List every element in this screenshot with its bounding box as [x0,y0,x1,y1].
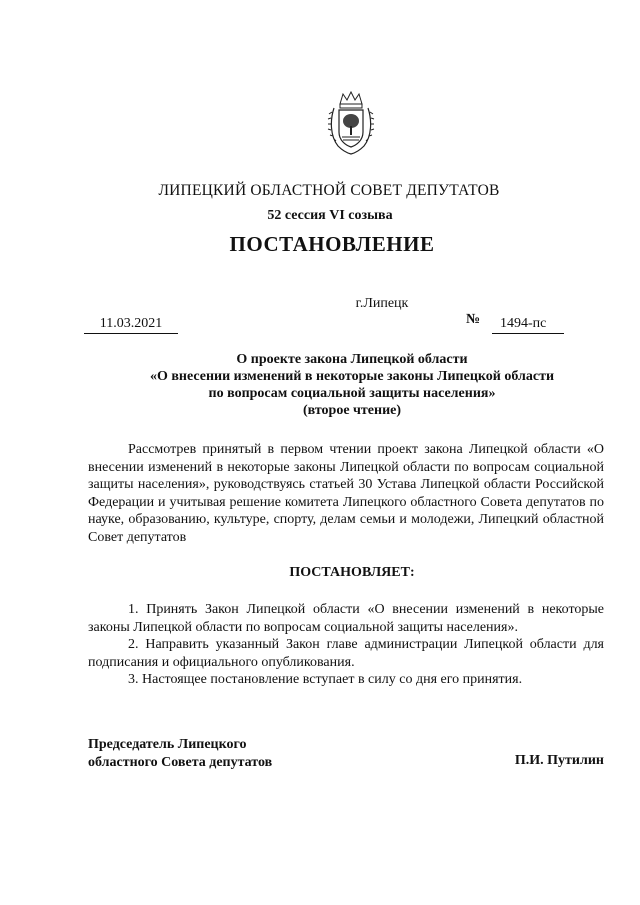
document-number: 1494-пс [492,316,564,334]
signatory-title-line: Председатель Липецкого [88,737,247,752]
session-title: 52 сессия VI созыва [267,208,393,223]
subject-line: по вопросам социальной защиты населения» [208,386,496,401]
resolution-items [88,601,604,689]
document-type-title: ПОСТАНОВЛЕНИЕ [229,232,435,256]
preamble-paragraph: Рассмотрев принятый в первом чтении проект закона Липецкой области «О внесении изменений в некоторые законы Липецкой области по вопросам социальной защиты населения», руководствуясь статьей 30 Устава Липецкой области Российской Федерации и учитывая решение комитета Липецкого областного Совета депутатов по науке, образованию, культуре, спорту, делам семьи и молодежи, Липецкий областной Совет депутатов [88,442,604,545]
resolution-item: 1. Принять Закон Липецкой области «О внесении изменений в некоторые законы Липецкой области по вопросам социальной защиты населения». [88,602,604,635]
signatory-name: П.И. Путилин [514,753,604,768]
signatory-title-line: областного Совета депутатов [88,754,273,770]
document-date: 11.03.2021 [84,316,178,334]
document-subject [87,351,617,419]
signatory-title [88,736,272,771]
council-name: ЛИПЕЦКИЙ ОБЛАСТНОЙ СОВЕТ ДЕПУТАТОВ [158,182,500,199]
city-name: г.Липецк [355,296,409,311]
resolution-item: 3. Настоящее постановление вступает в силу со дня его принятия. [128,672,523,687]
resolves-heading: ПОСТАНОВЛЯЕТ: [289,565,415,580]
subject-line: «О внесении изменений в некоторые законы Липецкой области [149,369,555,384]
resolution-item: 2. Направить указанный Закон главе администрации Липецкой области для подписания и официального опубликования. [88,637,604,670]
subject-line: (второе чтение) [302,403,402,418]
coat-of-arms-icon [326,90,376,156]
number-sign: № [466,312,481,327]
subject-line: О проекте закона Липецкой области [236,352,468,367]
